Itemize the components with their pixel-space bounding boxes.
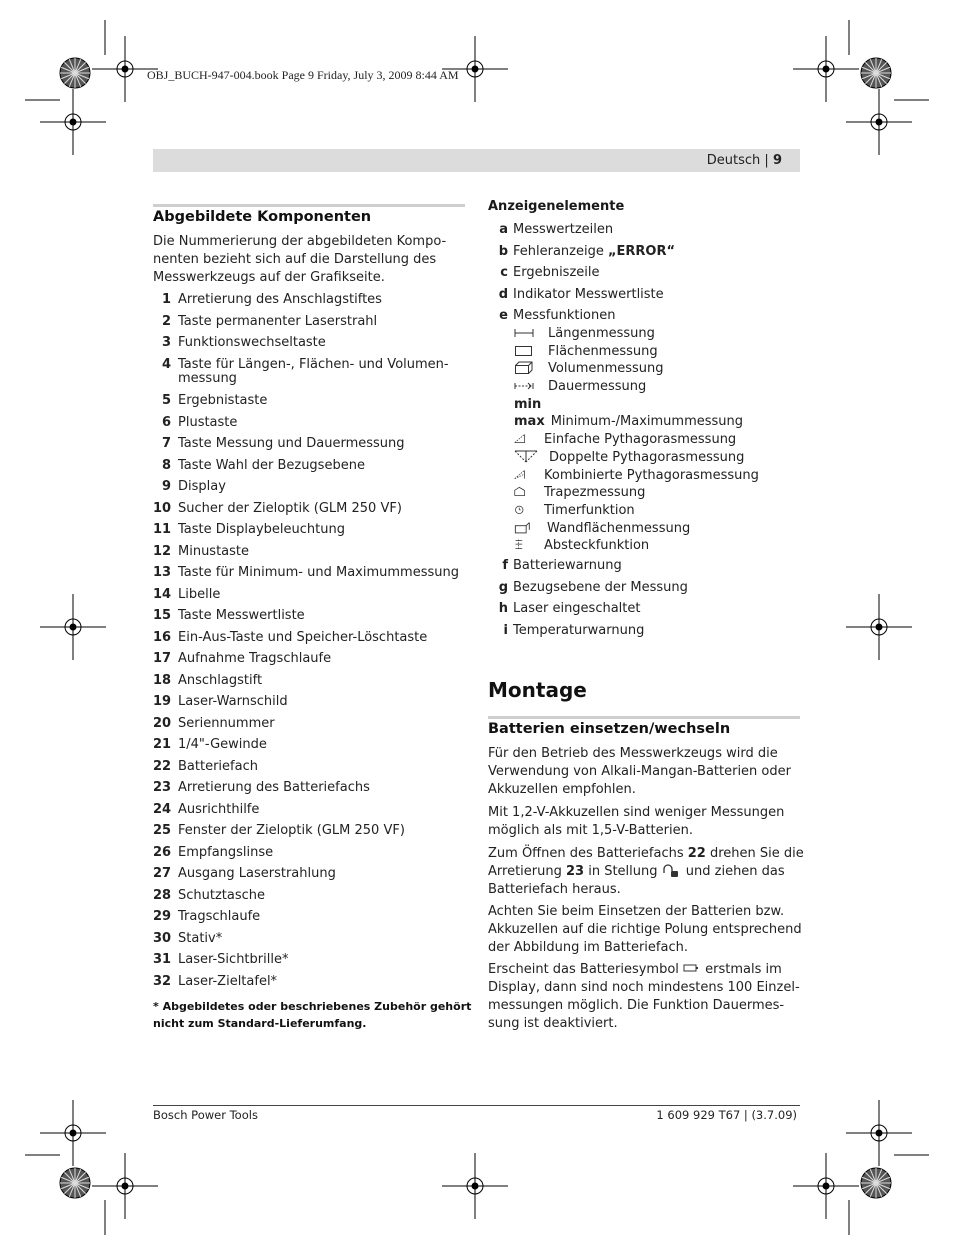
display-item-b: b Fehleranzeige „ERROR“ bbox=[498, 243, 676, 259]
stakeout-icon bbox=[514, 538, 529, 551]
area-icon bbox=[514, 344, 534, 357]
page-header-bar bbox=[153, 149, 800, 172]
section-heading-components: Abgebildete Komponenten bbox=[153, 209, 372, 225]
func-wall-area: Wandflächenmessung bbox=[514, 520, 759, 538]
component-item: 7 Taste Messung und Dauermessung bbox=[161, 436, 405, 451]
display-item-d: d Indikator Messwertliste bbox=[498, 286, 664, 302]
func-timer: Timerfunktion bbox=[514, 502, 759, 520]
component-item: 23 Arretierung des Batteriefachs bbox=[153, 780, 370, 795]
component-item: 16 Ein-Aus-Taste und Speicher-Löschtaste bbox=[153, 629, 428, 645]
battery-para-2: Mit 1,2-V-Akkuzellen sind weniger Messungen möglich als mit 1,5-V-Batterien. bbox=[488, 805, 785, 838]
battery-para-3: Zum Öffnen des Batteriefachs 22 drehen Sie die Arretierung 23 in Stellung und ziehen das Batteriefach heraus. bbox=[488, 846, 804, 897]
func-stakeout: Absteckfunktion bbox=[514, 537, 759, 555]
func-length: Längenmessung bbox=[514, 325, 759, 343]
section-rule-battery bbox=[488, 716, 800, 719]
battery-para-1: Für den Betrieb des Messwerkzeugs wird die Verwendung von Alkali-Mangan-Batterien oder Akkuzellen empfohlen. bbox=[488, 746, 791, 797]
display-item-f: f Batteriewarnung bbox=[502, 558, 622, 573]
battery-icon bbox=[683, 963, 699, 973]
component-item: 15 Taste Messwertliste bbox=[153, 608, 305, 623]
func-minmax: max Minimum-/Maximummessung bbox=[514, 414, 744, 430]
component-item: 24 Ausrichthilfe bbox=[153, 801, 260, 817]
func-volume: Volumenmessung bbox=[514, 360, 759, 378]
display-item-c: c Ergebniszeile bbox=[500, 265, 600, 280]
component-item: 6 Plustaste bbox=[161, 414, 238, 430]
component-item: 21 1/4"-Gewinde bbox=[153, 737, 267, 752]
func-continuous: Dauermessung bbox=[514, 378, 759, 396]
component-item: 13 Taste für Minimum- und Maximummessung bbox=[153, 565, 459, 580]
component-item: 22 Batteriefach bbox=[153, 758, 258, 774]
timer-icon bbox=[514, 503, 529, 516]
page-number: 9 bbox=[772, 153, 782, 168]
header-language: Deutsch bbox=[706, 153, 761, 168]
display-item-e: e Messfunktionen bbox=[499, 308, 616, 323]
components-intro: Die Nummerierung der abgebildeten Kompo- nenten bezieht sich auf die Darstellung des Messwerkzeugs auf der Grafikseite. bbox=[153, 234, 447, 285]
battery-para-4: Achten Sie beim Einsetzen der Batterien bzw. Akkuzellen auf die richtige Polung entsprechend der Abbildung im Batteriefach. bbox=[488, 904, 802, 955]
component-item: 14 Libelle bbox=[153, 586, 221, 602]
component-item: 12 Minustaste bbox=[153, 543, 250, 559]
display-elements-rest bbox=[488, 555, 808, 641]
components-list bbox=[153, 289, 473, 992]
display-item-h: h Laser eingeschaltet bbox=[498, 601, 641, 616]
component-item: 9 Display bbox=[161, 479, 226, 494]
double-pythagoras-icon bbox=[514, 450, 538, 463]
continuous-icon bbox=[514, 379, 534, 392]
func-area: Flächenmessung bbox=[514, 343, 759, 361]
component-item-cont: messung bbox=[178, 371, 237, 386]
func-min: min bbox=[514, 396, 542, 412]
unlock-icon bbox=[662, 864, 682, 878]
component-item: 27 Ausgang Laserstrahlung bbox=[153, 866, 336, 881]
battery-para-5: Erscheint das Batteriesymbol erstmals im Display, dann sind noch mindestens 100 Einzel- messungen möglich. Die Funktion Dauermes- sung ist deaktiviert. bbox=[488, 962, 800, 1031]
component-item: 26 Empfangslinse bbox=[153, 844, 274, 860]
component-item: 32 Laser-Zieltafel* bbox=[153, 973, 278, 989]
accessory-note: * Abgebildetes oder beschriebenes Zubehör gehört nicht zum Standard-Lieferumfang. bbox=[153, 1000, 472, 1030]
pythagoras-icon bbox=[514, 432, 529, 445]
wall-area-icon bbox=[514, 521, 532, 534]
component-item: 28 Schutztasche bbox=[153, 887, 266, 903]
print-slug: OBJ_BUCH-947-004.book Page 9 Friday, July 3, 2009 8:44 AM bbox=[147, 68, 459, 82]
measure-functions bbox=[514, 325, 759, 555]
component-item: 25 Fenster der Zieloptik (GLM 250 VF) bbox=[153, 823, 405, 838]
component-item: 30 Stativ* bbox=[153, 930, 223, 946]
component-item: 5 Ergebnistaste bbox=[161, 393, 268, 408]
footer-right: 1 609 929 T67 | (3.7.09) bbox=[656, 1108, 797, 1122]
component-item: 18 Anschlagstift bbox=[153, 672, 263, 688]
volume-icon bbox=[514, 361, 534, 374]
component-item: 11 Taste Displaybeleuchtung bbox=[153, 522, 345, 537]
section-heading-battery: Batterien einsetzen/wechseln bbox=[488, 721, 731, 737]
component-item: 19 Laser-Warnschild bbox=[153, 694, 288, 709]
section-title-montage: Montage bbox=[488, 678, 587, 702]
display-elements bbox=[488, 219, 808, 327]
display-item-g: g Bezugsebene der Messung bbox=[498, 579, 688, 595]
trapezoid-icon bbox=[514, 485, 529, 498]
component-item: 31 Laser-Sichtbrille* bbox=[153, 952, 289, 967]
func-combined-pythagoras: Kombinierte Pythagorasmessung bbox=[514, 467, 759, 485]
footer-left: Bosch Power Tools bbox=[153, 1108, 258, 1122]
component-item: 1 Arretierung des Anschlagstiftes bbox=[161, 292, 382, 307]
combined-pythagoras-icon bbox=[514, 468, 529, 481]
component-item: 17 Aufnahme Tragschlaufe bbox=[153, 651, 332, 666]
func-trapezoid: Trapezmessung bbox=[514, 484, 759, 502]
func-pythagoras: Einfache Pythagorasmessung bbox=[514, 431, 759, 449]
display-item-a: a Messwertzeilen bbox=[499, 222, 614, 237]
component-item: 29 Tragschlaufe bbox=[153, 909, 261, 924]
component-item: 20 Seriennummer bbox=[153, 715, 275, 731]
section-rule bbox=[153, 204, 465, 207]
header-separator: | bbox=[760, 153, 773, 168]
footer-rule bbox=[153, 1105, 800, 1106]
display-item-i: i Temperaturwarnung bbox=[503, 622, 645, 638]
component-item: 10 Sucher der Zieloptik (GLM 250 VF) bbox=[153, 500, 402, 516]
max-label: max bbox=[514, 414, 545, 430]
component-item: 2 Taste permanenter Laserstrahl bbox=[161, 313, 378, 329]
length-icon bbox=[514, 326, 534, 339]
func-double-pythagoras: Doppelte Pythagorasmessung bbox=[514, 449, 759, 467]
component-item: 8 Taste Wahl der Bezugsebene bbox=[161, 457, 365, 473]
component-item: 4 Taste für Längen-, Flächen- und Volumen- bbox=[161, 356, 449, 372]
display-heading: Anzeigenelemente bbox=[488, 199, 625, 214]
page-header bbox=[707, 153, 782, 168]
component-item: 3 Funktionswechseltaste bbox=[161, 335, 326, 350]
